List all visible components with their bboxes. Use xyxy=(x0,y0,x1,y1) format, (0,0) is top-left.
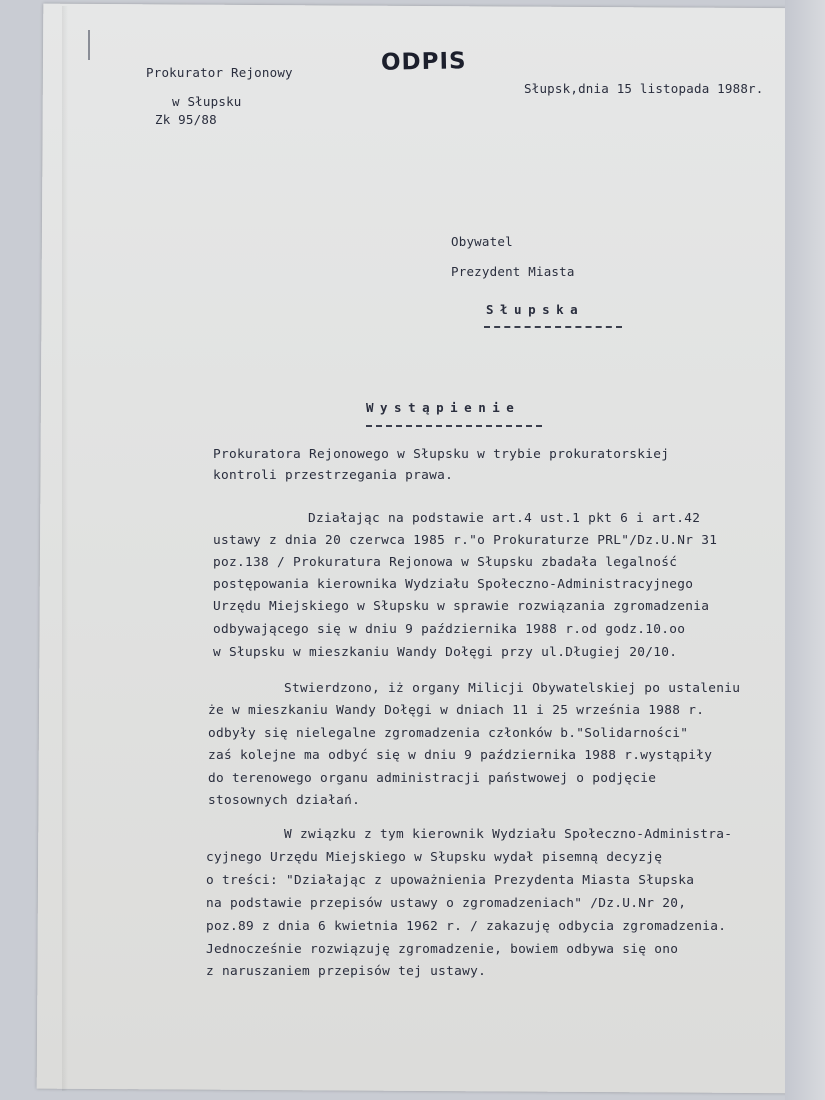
copy-stamp: ODPIS xyxy=(380,48,467,76)
subtitle-line: Prokuratora Rejonowego w Słupsku w trybie prokuratorskiej xyxy=(213,447,670,462)
paragraph-1-line: Działając na podstawie art.4 ust.1 pkt 6 i art.42 xyxy=(308,511,701,526)
paragraph-3-line: na podstawie przepisów ustawy o zgromadzeniach" /Dz.U.Nr 20, xyxy=(206,896,687,911)
background-surface xyxy=(785,0,825,1100)
place-and-date: Słupsk,dnia 15 listopada 1988r. xyxy=(524,81,764,96)
sender-city: w Słupsku xyxy=(172,94,242,109)
recipient-city: Słupska xyxy=(486,302,585,317)
reference-number: Zk 95/88 xyxy=(155,112,217,127)
page-fold-shadow xyxy=(62,6,68,1091)
paragraph-2-line: Stwierdzono, iż organy Milicji Obywatelskiej po ustaleniu xyxy=(284,681,741,696)
paragraph-3-line: cyjnego Urzędu Miejskiego w Słupsku wydał pisemną decyzję xyxy=(206,850,663,865)
paragraph-3-line: z naruszaniem przepisów tej ustawy. xyxy=(206,964,487,979)
paragraph-3-line: o treści: "Działając z upoważnienia Prezydenta Miasta Słupska xyxy=(206,873,695,888)
recipient-title: Prezydent Miasta xyxy=(451,264,575,279)
document-title: Wystąpienie xyxy=(366,400,521,415)
paragraph-3-line: poz.89 z dnia 6 kwietnia 1962 r. / zakazuję odbycia zgromadzenia. xyxy=(206,919,727,934)
sender-title: Prokurator Rejonowy xyxy=(146,65,293,80)
paragraph-1-line: poz.138 / Prokuratura Rejonowa w Słupsku zbadała legalność xyxy=(213,555,678,570)
paragraph-2-line: że w mieszkaniu Wandy Dołęgi w dniach 11 i 25 września 1988 r. xyxy=(208,703,705,718)
paragraph-2-line: do terenowego organu administracji państwowej o podjęcie xyxy=(208,771,657,786)
document-title-underline xyxy=(366,425,542,427)
paragraph-1-line: ustawy z dnia 20 czerwca 1985 r."o Prokuraturze PRL"/Dz.U.Nr 31 xyxy=(213,533,718,548)
subtitle-line: kontroli przestrzegania prawa. xyxy=(213,468,454,483)
paragraph-1-line: postępowania kierownika Wydziału Społeczno-Administracyjnego xyxy=(213,577,694,592)
recipient-salutation: Obywatel xyxy=(451,234,513,249)
paragraph-3-line: Jednocześnie rozwiązuję zgromadzenie, bowiem odbywa się ono xyxy=(206,942,679,957)
paragraph-1-line: w Słupsku w mieszkaniu Wandy Dołęgi przy ul.Długiej 20/10. xyxy=(213,645,678,660)
margin-mark xyxy=(88,30,90,60)
paragraph-2-line: odbyły się nielegalne zgromadzenia członków b."Solidarności" xyxy=(208,726,689,741)
paragraph-3-line: W związku z tym kierownik Wydziału Społeczno-Administra- xyxy=(284,827,733,842)
paragraph-2-line: stosownych działań. xyxy=(208,793,361,808)
recipient-city-underline xyxy=(484,326,622,328)
paragraph-1-line: odbywającego się w dniu 9 października 1988 r.od godz.10.oo xyxy=(213,622,686,637)
paragraph-2-line: zaś kolejne ma odbyć się w dniu 9 października 1988 r.wystąpiły xyxy=(208,748,713,763)
paragraph-1-line: Urzędu Miejskiego w Słupsku w sprawie rozwiązania zgromadzenia xyxy=(213,599,710,614)
